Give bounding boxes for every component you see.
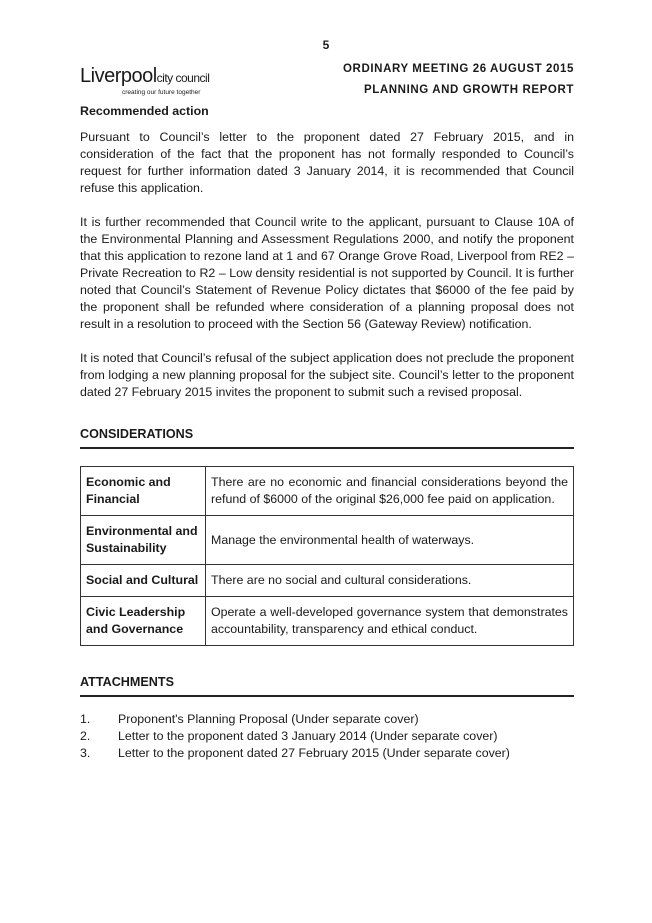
consideration-text: There are no social and cultural considerations. xyxy=(206,565,574,597)
meeting-header xyxy=(343,63,574,96)
consideration-label: Civic Leadership and Governance xyxy=(81,597,206,646)
recommended-action-heading: Recommended action xyxy=(80,104,209,118)
attachment-text: Letter to the proponent dated 27 February 2015 (Under separate cover) xyxy=(118,746,510,760)
logo-main-text: Liverpool xyxy=(80,65,157,87)
considerations-table xyxy=(80,466,574,646)
logo-tagline: creating our future together xyxy=(122,89,201,96)
page-number: 5 xyxy=(322,38,330,52)
logo-sub-text: city council xyxy=(156,71,210,85)
recommendation-paragraph: Pursuant to Council’s letter to the proponent dated 27 February 2015, and in consideration of the fact that the proponent has not formally responded to Council’s request for further information dated 3 January 2014, it is recommended that Council refuse this application. xyxy=(80,130,574,195)
attachment-number: 1. xyxy=(80,712,91,726)
attachment-text: Letter to the proponent dated 3 January 2014 (Under separate cover) xyxy=(118,729,498,743)
list-item xyxy=(80,711,574,728)
consideration-label: Environmental and Sustainability xyxy=(81,516,206,565)
report-title: PLANNING AND GROWTH REPORT xyxy=(363,84,574,96)
meeting-title: ORDINARY MEETING 26 AUGUST 2015 xyxy=(343,63,574,75)
list-item xyxy=(80,745,574,762)
recommendation-paragraph: It is noted that Council’s refusal of the subject application does not preclude the proponent from lodging a new planning proposal for the subject site. Council’s letter to the proponent dated 27 February 2015 invites the proponent to submit such a revised proposal. xyxy=(80,351,574,399)
table-row xyxy=(81,597,574,646)
table-row xyxy=(81,516,574,565)
document-body xyxy=(80,103,574,762)
attachments-list xyxy=(80,711,574,762)
consideration-text: There are no economic and financial considerations beyond the refund of $6000 of the original $26,000 fee paid on application. xyxy=(206,467,574,516)
table-row xyxy=(81,467,574,516)
list-item xyxy=(80,728,574,745)
recommendation-paragraph: It is further recommended that Council write to the applicant, pursuant to Clause 10A of the Environmental Planning and Assessment Regulations 2000, and notify the proponent that this application to rezone land at 1 and 67 Orange Grove Road, Liverpool from RE2 – Private Recreation to R2 – Low density residential is not supported by Council. It is further noted that Council’s Statement of Revenue Policy dictates that $6000 of the fee paid by the proponent shall be refunded where consideration of a planning proposal does not result in a resolution to proceed with the Section 56 (Gateway Review) notification. xyxy=(80,215,574,331)
council-logo xyxy=(80,66,209,96)
attachment-text: Proponent's Planning Proposal (Under separate cover) xyxy=(118,712,419,726)
attachment-number: 2. xyxy=(80,729,91,743)
consideration-label: Economic and Financial xyxy=(81,467,206,516)
consideration-text: Manage the environmental health of waterways. xyxy=(206,516,574,565)
table-row xyxy=(81,565,574,597)
attachment-number: 3. xyxy=(80,746,91,760)
consideration-label: Social and Cultural xyxy=(81,565,206,597)
logo-wordmark xyxy=(80,66,209,88)
considerations-heading: CONSIDERATIONS xyxy=(80,426,574,449)
attachments-heading: ATTACHMENTS xyxy=(80,674,574,697)
consideration-text: Operate a well-developed governance system that demonstrates accountability, transparency and ethical conduct. xyxy=(206,597,574,646)
